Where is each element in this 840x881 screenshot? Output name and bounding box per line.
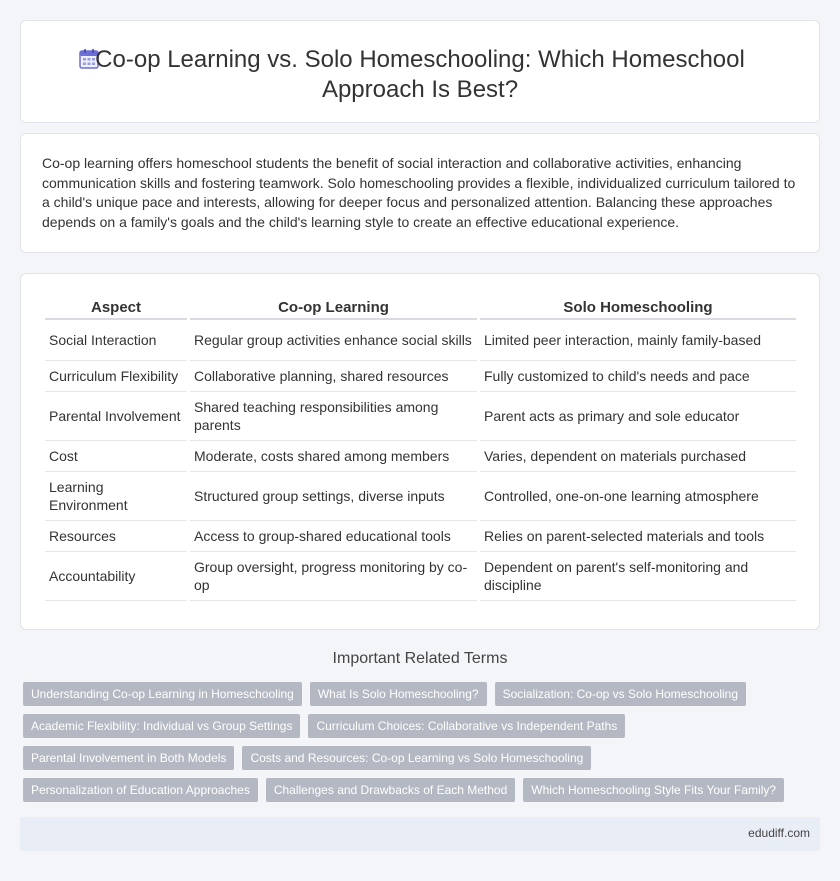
header-coop: Co-op Learning <box>190 296 477 320</box>
related-term-tag[interactable]: Costs and Resources: Co-op Learning vs Solo Homeschooling <box>242 746 591 770</box>
table-cell: Controlled, one-on-one learning atmosphere <box>480 472 796 521</box>
header-solo: Solo Homeschooling <box>480 296 796 320</box>
table-cell: Relies on parent-selected materials and tools <box>480 521 796 552</box>
table-cell: Limited peer interaction, mainly family-based <box>480 320 796 361</box>
table-cell: Parental Involvement <box>45 392 187 441</box>
table-cell: Moderate, costs shared among members <box>190 441 477 472</box>
table-row <box>45 361 796 392</box>
related-term-tag[interactable]: Personalization of Education Approaches <box>23 778 258 802</box>
table-cell: Regular group activities enhance social skills <box>190 320 477 361</box>
table-cell: Collaborative planning, shared resources <box>190 361 477 392</box>
footer-site-link[interactable]: edudiff.com <box>748 826 810 840</box>
table-row <box>45 472 796 521</box>
related-term-tag[interactable]: Understanding Co-op Learning in Homeschooling <box>23 682 302 706</box>
tag-row <box>23 746 823 770</box>
table-cell: Learning Environment <box>45 472 187 521</box>
header-aspect: Aspect <box>45 296 187 320</box>
related-term-tag[interactable]: Which Homeschooling Style Fits Your Family? <box>523 778 784 802</box>
table-cell: Fully customized to child's needs and pace <box>480 361 796 392</box>
table-cell: Resources <box>45 521 187 552</box>
page-title <box>21 45 819 105</box>
intro-card <box>20 133 820 253</box>
header-card <box>20 20 820 123</box>
table-cell: Social Interaction <box>45 320 187 361</box>
tag-row <box>23 714 823 738</box>
comparison-table <box>42 296 799 601</box>
table-header-row <box>45 296 796 320</box>
table-cell: Parent acts as primary and sole educator <box>480 392 796 441</box>
related-term-tag[interactable]: Socialization: Co-op vs Solo Homeschooling <box>495 682 746 706</box>
table-cell: Dependent on parent's self-monitoring and discipline <box>480 552 796 601</box>
page-title-line-2: Approach Is Best? <box>321 76 519 103</box>
comparison-card <box>20 273 820 630</box>
table-row <box>45 552 796 601</box>
table-cell: Curriculum Flexibility <box>45 361 187 392</box>
table-cell: Structured group settings, diverse inputs <box>190 472 477 521</box>
table-cell: Accountability <box>45 552 187 601</box>
table-row <box>45 320 796 361</box>
table-row <box>45 521 796 552</box>
table-cell: Access to group-shared educational tools <box>190 521 477 552</box>
footer <box>20 817 820 851</box>
tag-row <box>23 682 823 706</box>
related-term-tag[interactable]: Parental Involvement in Both Models <box>23 746 234 770</box>
table-cell: Cost <box>45 441 187 472</box>
related-term-tag[interactable]: Challenges and Drawbacks of Each Method <box>266 778 515 802</box>
table-cell: Group oversight, progress monitoring by co-op <box>190 552 477 601</box>
related-term-tag[interactable]: Curriculum Choices: Collaborative vs Independent Paths <box>308 714 625 738</box>
table-row <box>45 441 796 472</box>
page-title-line-1: Co-op Learning vs. Solo Homeschooling: Which Homeschool <box>95 46 745 73</box>
related-term-tag[interactable]: Academic Flexibility: Individual vs Group Settings <box>23 714 300 738</box>
related-term-tag[interactable]: What Is Solo Homeschooling? <box>310 682 487 706</box>
intro-paragraph: Co-op learning offers homeschool students the benefit of social interaction and collaborative activities, enhancing communication skills and fostering teamwork. Solo homeschooling provides a flexible, individualized curriculum tailored to a child's unique pace and interests, allowing for deeper focus and personalized attention. Balancing these approaches depends on a family's goals and the child's learning style to create an effective educational experience. <box>42 155 796 230</box>
table-cell: Shared teaching responsibilities among parents <box>190 392 477 441</box>
table-cell: Varies, dependent on materials purchased <box>480 441 796 472</box>
tag-row <box>23 778 823 802</box>
table-row <box>45 392 796 441</box>
related-terms-heading: Important Related Terms <box>332 650 508 667</box>
related-terms-list <box>23 682 823 810</box>
